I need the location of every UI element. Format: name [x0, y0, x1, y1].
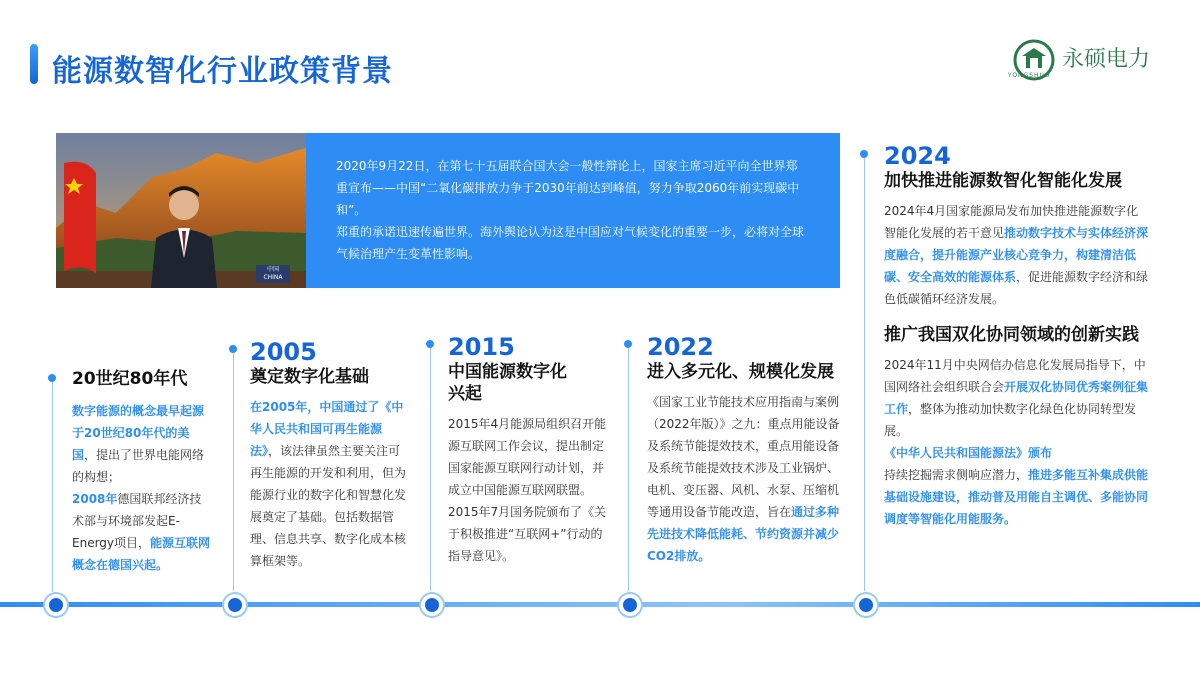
col1-line	[52, 382, 53, 592]
col4-dot	[624, 340, 632, 348]
era-2022	[647, 333, 842, 567]
era-1980s-text-2: 德国联邦经济技术部与环境部发起E-Energy项目，	[72, 492, 202, 550]
era-2024-text-4: ，整体为推动加快数字化绿色化协同转型发展。	[884, 402, 1137, 438]
col3-dot	[426, 340, 434, 348]
era-2015	[448, 333, 608, 567]
timeline-dot-5	[855, 594, 877, 616]
timeline-dot-1	[45, 594, 67, 616]
intro-panel	[306, 133, 840, 288]
col1-dot	[48, 374, 56, 382]
era-2022-heading: 进入多元化、规模化发展	[647, 362, 834, 382]
era-2022-text: 《国家工业节能技术应用指南与案例（2022年版）》之九：重点用能设备及系统节能提效技术，重点用能设备及系统节能提效技术涉及工业锅炉、电机、变压器、风机、水泵、压缩机等通用设备节能改造，旨在	[647, 395, 840, 519]
era-2024-highlight-1: 推动数字技术与实体经济深度融合，提升能源产业核心竞争力，构建清洁低碳、安全高效的能源体系	[884, 226, 1149, 284]
era-2022-highlight: 通过多种先进技术降低能耗、节约资源并减少CO2排放。	[647, 505, 840, 563]
intro-paragraph-2: 郑重的承诺迅速传遍世界。海外舆论认为这是中国应对气候变化的重要一步，必将对全球气候治理产生变革性影响。	[336, 225, 805, 261]
era-1980s	[72, 368, 212, 576]
era-2015-heading: 中国能源数字化兴起	[448, 362, 567, 404]
col5-dot	[860, 150, 868, 158]
timeline-dot-2	[224, 594, 246, 616]
era-2005-highlight: 在2005年，中国通过了《中华人民共和国可再生能源法》	[250, 400, 404, 458]
timeline-dot-3	[421, 594, 443, 616]
era-1980s-text-1: ，提出了世界电能网络的构想；	[72, 448, 205, 484]
era-1980s-highlight-1: 数字能源的概念最早起源于20世纪80年代的美国	[72, 404, 205, 462]
era-2024-text-1: 2024年4月国家能源局发布加快推进能源数字化智能化发展的若干意见	[884, 204, 1139, 240]
timeline-dot-4	[619, 594, 641, 616]
era-2024-heading-1: 加快推进能源数智化智能化发展	[884, 171, 1122, 191]
era-1980s-highlight-3: 能源互联网概念在德国兴起。	[72, 536, 211, 572]
col4-line	[628, 348, 629, 591]
intro-paragraph-1: 2020年9月22日，在第七十五届联合国大会一般性辩论上，国家主席习近平向全世界郑重宣布——中国“二氧化碳排放力争于2030年前达到峰值，努力争取2060年前实现碳中和”。	[336, 159, 800, 217]
title-accent-bar	[30, 44, 38, 84]
era-2015-year: 2015	[448, 333, 515, 361]
era-2005-year: 2005	[250, 338, 317, 366]
company-name: 永硕电力	[1062, 47, 1151, 72]
page-title: 能源数智化行业政策背景	[52, 54, 393, 89]
country-badge: 中国 CHINA	[263, 266, 283, 281]
col3-line	[430, 348, 431, 591]
era-2024-highlight-4: 推进多能互补集成供能基础设施建设，推动普及用能自主调优、多能协同调度等智能化用能服务。	[884, 468, 1149, 526]
era-2015-text: 2015年4月能源局组织召开能源互联网工作会议，提出制定国家能源互联网行动计划，并成立中国能源互联网联盟。2015年7月国务院颁布了《关于积极推进“互联网+”行动的指导意见》。	[448, 417, 607, 563]
era-2024-year: 2024	[884, 142, 951, 170]
era-2024-text-2: ，促进能源数字经济和绿色低碳循环经济发展。	[884, 270, 1149, 306]
era-2022-year: 2022	[647, 333, 714, 361]
era-2024-highlight-3: 《中华人民共和国能源法》颁布	[884, 446, 1053, 460]
era-2024-text-3: 2024年11月中央网信办信息化发展局指导下，中国网络社会组织联合会	[884, 358, 1146, 394]
company-name-latin: YONGSHUO	[1008, 72, 1051, 79]
col5-line	[864, 158, 865, 591]
era-1980s-highlight-2: 2008年	[72, 492, 118, 506]
era-2024	[884, 142, 1149, 530]
col2-line	[233, 353, 234, 591]
era-2005-text: ，该法律虽然主要关注可再生能源的开发和利用，但为能源行业的数字化和智慧化发展奠定了基础。包括数据管理、信息共享、数字化成本核算框架等。	[250, 444, 407, 568]
speech-photo	[56, 133, 306, 288]
era-2005	[250, 338, 410, 572]
timeline-bar	[0, 602, 1200, 607]
era-2024-highlight-2: 开展双化协同优秀案例征集工作	[884, 380, 1149, 416]
era-1980s-heading: 20世纪80年代	[72, 369, 188, 389]
col2-dot	[229, 345, 237, 353]
era-2024-text-5: 持续挖掘需求侧响应潜力，	[884, 468, 1029, 482]
era-2024-heading-2: 推广我国双化协同领域的创新实践	[884, 325, 1139, 345]
era-2005-heading: 奠定数字化基础	[250, 367, 369, 387]
